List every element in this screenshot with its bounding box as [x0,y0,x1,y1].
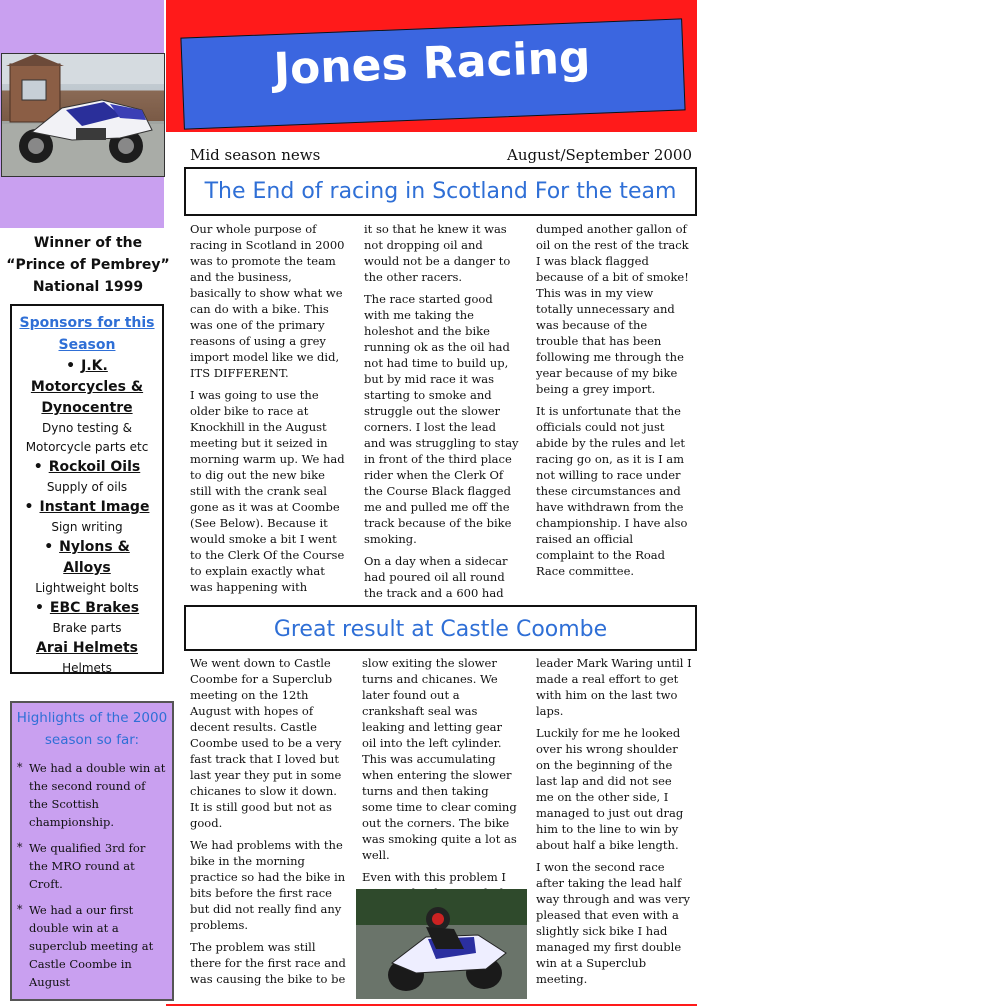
sponsor-list [12,356,162,678]
article-column [190,221,346,601]
edition-date: August/September 2000 [506,146,692,164]
award-line: Winner of the [33,235,143,251]
sponsor-description: Lightweight bolts [35,581,139,595]
sponsor-name [12,537,162,579]
sponsor-name-text: Instant Image [39,499,150,515]
highlight-item [12,839,172,893]
article-paragraph: We went down to Castle Coombe for a Superclub meeting on the 12th August with hopes of decent results. Castle Coombe used to be a very fast track that I loved but last year they put in some chicanes to slow it down. It is still good but not as good. [190,656,342,830]
bullet-icon: • [33,459,43,475]
racing-illustration [356,889,527,999]
motorcycle-photo [1,53,165,177]
article-paragraph: slow exiting the slower turns and chicanes. We later found out a crankshaft seal was leaking and letting gear oil into the left cylinder. This was accumulating when entering the slower turns and then taking some time to clear coming out the corners. The bike was smoking quite a lot as well. [362,656,517,862]
sponsor-name-text: EBC Brakes [49,600,140,616]
article-paragraph: The race started good with me taking the holeshot and the bike running ok as the oil had not had time to build up, but by mid race it was starting to smoke and struggle out the slower corners. I lost the lead and was struggling to stay in front of the third place rider when the Clerk Of the Course Black flagged me and pulled me off the track because of the bike smoking. [364,292,519,546]
article-column [362,655,518,907]
bullet-icon: • [24,499,34,515]
highlight-text: We qualified 3rd for the MRO round at Croft. [29,841,146,891]
highlight-text: We had a double win at the second round of the Scottish championship. [29,761,166,829]
sponsor-description: Brake parts [52,621,122,635]
sponsor-name-text: J.K. Motorcycles & Dynocentre [30,358,144,416]
article-paragraph: leader Mark Waring until I made a real effort to get with him on the last two laps. [536,656,692,718]
article-column [536,221,692,585]
sponsor-name [12,457,162,478]
article-paragraph: I was going to use the older bike to race at Knockhill in the August meeting but it seized in morning warm up. We had to dig out the new bike still with the crank seal gone as it was at Coombe (See Below). Because it would smoke a bit I went to the Clerk Of the Course to explain exactly what was happening with [190,388,345,594]
motorcycle-illustration [2,54,164,176]
highlights-list [12,759,172,991]
award-line: “Prince of Pembrey” [6,257,170,273]
sponsor-description: Supply of oils [46,480,128,494]
sponsor-name [12,356,162,419]
asterisk-icon: * [17,903,23,916]
bullet-icon: • [44,539,54,555]
sponsor-description: Dyno testing & Motorcycle parts etc [25,421,149,454]
article-headline: Great result at Castle Coombe [184,605,697,651]
highlight-item [12,901,172,991]
sponsor-name [12,598,162,619]
article-headline: The End of racing in Scotland For the team [184,167,697,216]
asterisk-icon: * [17,761,23,774]
bottom-rule [166,1004,697,1006]
article-column [364,221,520,607]
article-column [536,655,692,993]
award-text [0,232,176,298]
article-paragraph: Luckily for me he looked over his wrong shoulder on the beginning of the last lap and did not see me on the other side, I managed to just out drag him to the line to win by about half a bike length. [536,726,684,852]
bullet-icon: • [34,600,44,616]
award-line: National 1999 [32,279,144,295]
masthead-title: Jones Racing [272,31,592,96]
article-paragraph: Even with this problem I [362,870,506,884]
sponsor-name-text: Arai Helmets [36,640,138,656]
sponsor-name-text: Nylons & Alloys [59,539,130,576]
article-paragraph: it so that he knew it was not dropping oil and would not be a danger to the other racers. [364,222,511,284]
highlight-item [12,759,172,831]
article-paragraph: The problem was still there for the first race and was causing the bike to be [190,940,346,986]
highlight-text: We had a our first double win at a superclub meeting at Castle Coombe in August [29,903,154,989]
racing-photo [356,889,527,999]
article-paragraph: dumped another gallon of oil on the rest of the track I was black flagged because of a bit of smoke! This was in my view totally unnecessary and was because of the trouble that has been following me through the year because of my bike being a grey import. [536,222,689,396]
sponsors-box [10,304,164,674]
article-paragraph: We had problems with the bike in the morning practice so had the bike in bits before the first race but did not really find any problems. [190,838,346,932]
bullet-icon: • [66,358,76,374]
sponsor-name [12,638,162,659]
article-paragraph: It is unfortunate that the officials could not just abide by the rules and let racing go on, as it is I am not willing to race under these circumstances and have withdrawn from the championship. I have also raised an official complaint to the Road Race committee. [536,404,688,578]
highlights-title: Highlights of the 2000 season so far: [16,710,168,748]
article-paragraph: Our whole purpose of racing in Scotland in 2000 was to promote the team and the business, basically to show what we can do with a bike. This was one of the primary reasons of using a grey import model like we did, ITS DIFFERENT. [190,222,345,380]
sponsor-name [12,497,162,518]
article-paragraph: I won the second race after taking the lead half way through and was very pleased that even with a slightly sick bike I had managed my first double win at a Superclub meeting. [536,860,690,986]
asterisk-icon: * [17,841,23,854]
edition-label: Mid season news [190,146,321,164]
sponsor-description: Helmets [62,661,112,675]
sponsors-title: Sponsors for this Season [19,315,155,353]
sponsor-description: Sign writing [51,520,123,534]
sponsor-name-text: Rockoil Oils [48,459,141,475]
article-paragraph: On a day when a sidecar had poured oil all round the track and a 600 had [364,554,508,600]
highlights-box [10,701,174,1001]
article-column [190,655,346,993]
